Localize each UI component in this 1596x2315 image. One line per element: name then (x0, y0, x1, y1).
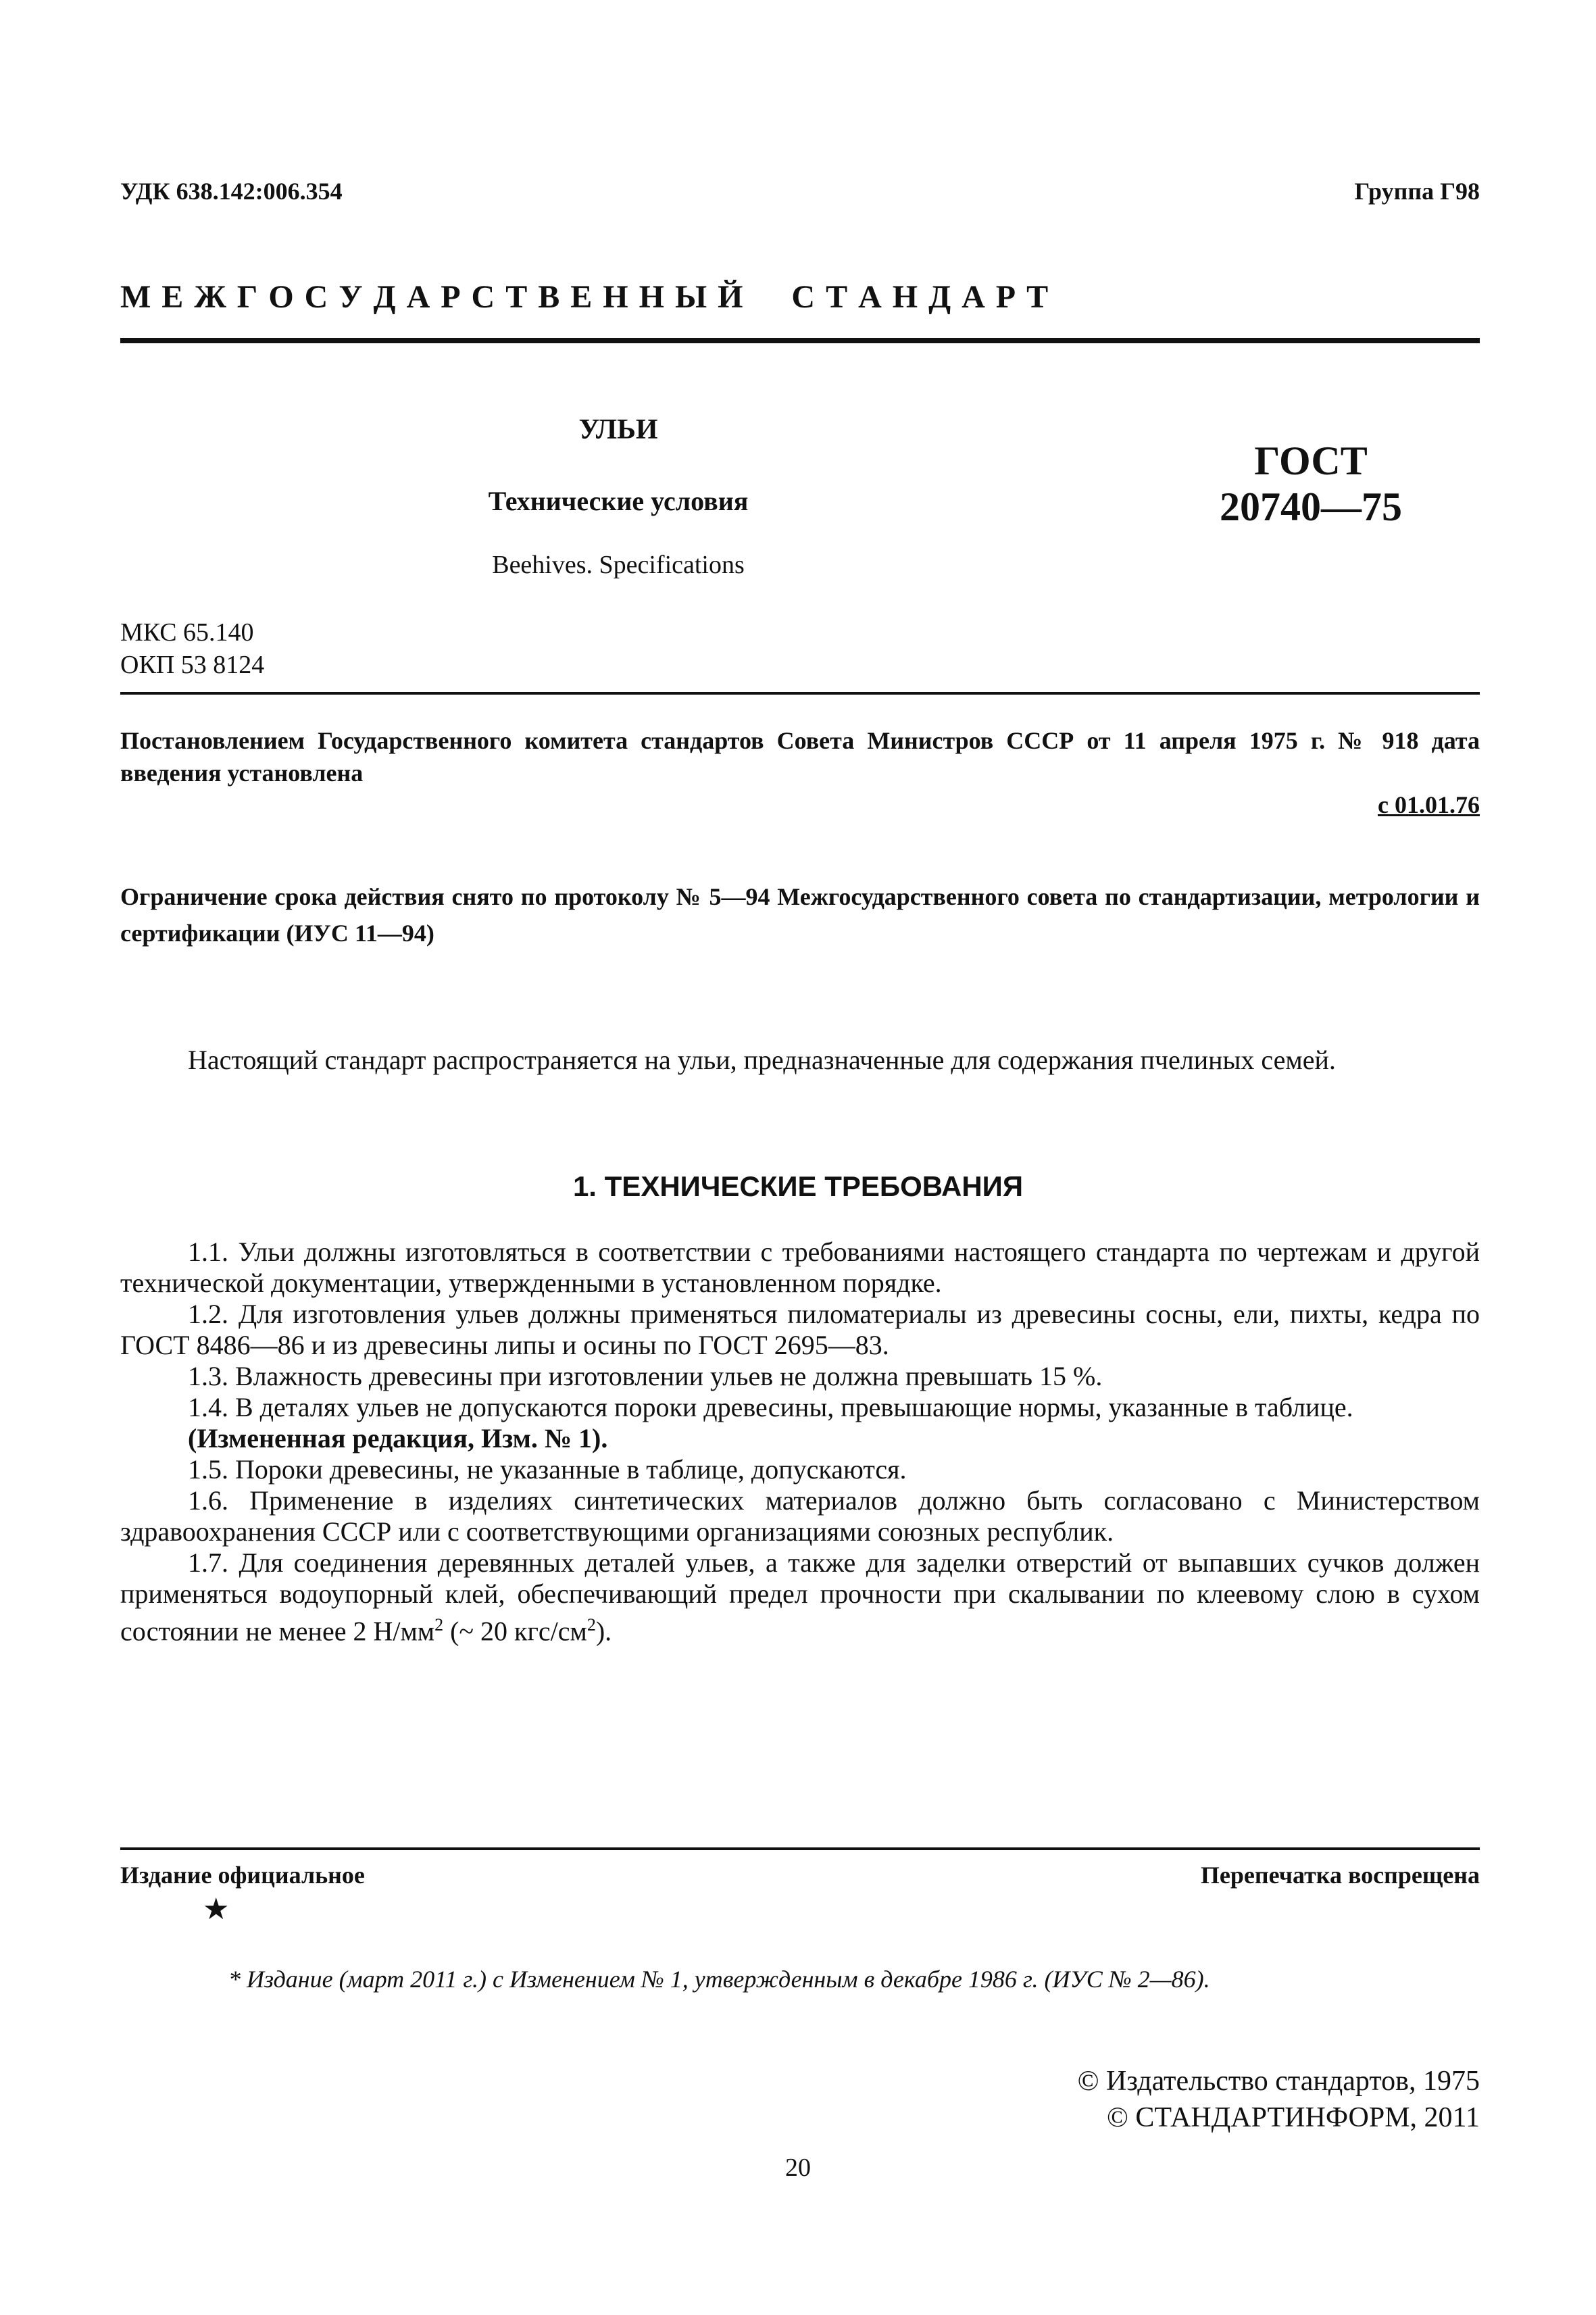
reprint-notice: Перепечатка воспрещена (1200, 1862, 1480, 1889)
copyright-2011: © СТАНДАРТИНФОРМ, 2011 (1107, 2102, 1480, 2133)
list-item: 1.4. В деталях ульев не допускаются пороки древесины, превышающие нормы, указанные в таблице. (188, 1392, 1353, 1422)
banner-title: М Е Ж Г О С У Д А Р С Т В Е Н Н Ы Й С Т А Н Д А Р Т (120, 279, 1050, 315)
decree-text: Постановлением Государственного комитета стандартов Совета Министров СССР от 11 апреля 1975 г. № 918 дата введения установлена (120, 727, 1480, 787)
superscript: 2 (587, 1615, 596, 1635)
requirements-list (120, 1237, 1480, 1647)
list-item: 1.2. Для изготовления ульев должны применяться пиломатериалы из древесины сосны, ели, пихты, кедра по ГОСТ 8486—86 и из древесины липы и осины по ГОСТ 2695—83. (120, 1299, 1480, 1360)
superscript: 2 (434, 1615, 444, 1635)
page-number: 20 (785, 2154, 811, 2182)
group-code: Группа Г98 (1354, 178, 1480, 205)
okp-code: ОКП 53 8124 (120, 651, 265, 679)
restriction-note: Ограничение срока действия снято по протоколу № 5—94 Межгосударственного совета по стандартизации, метрологии и сертификации (ИУС 11—94) (120, 883, 1480, 947)
list-item-last (120, 1547, 1480, 1647)
effective-date: с 01.01.76 (1378, 791, 1480, 818)
gost-label: ГОСТ (1254, 439, 1368, 483)
section-heading: 1. ТЕХНИЧЕСКИЕ ТРЕБОВАНИЯ (572, 1170, 1024, 1202)
star-icon: ★ (203, 1892, 230, 1926)
footer-rule (120, 1847, 1480, 1850)
document-title: УЛЬИ (578, 414, 658, 445)
copyright-1975: © Издательство стандартов, 1975 (1077, 2066, 1480, 2097)
english-title: Beehives. Specifications (492, 551, 745, 579)
item7-mid: (~ 20 кгс/см (443, 1616, 587, 1647)
mks-code: МКС 65.140 (120, 618, 254, 647)
banner-rule (120, 338, 1480, 343)
official-edition: Издание официальное (120, 1862, 365, 1889)
change-note: (Измененная редакция, Изм. № 1). (188, 1423, 608, 1453)
gost-number: 20740—75 (1220, 484, 1402, 529)
title-rule (120, 692, 1480, 695)
edition-note: * Издание (март 2011 г.) с Изменением № 1, утвержденным в декабре 1986 г. (ИУС № 2—86). (228, 1966, 1210, 1993)
list-item: 1.1. Ульи должны изготовляться в соответствии с требованиями настоящего стандарта по чертежам и другой технической документации, утвержденными в установленном порядке. (120, 1237, 1480, 1298)
list-item: 1.3. Влажность древесины при изготовлении ульев не должна превышать 15 %. (188, 1361, 1103, 1391)
document-subtitle: Технические условия (488, 486, 749, 516)
udk-code: УДК 638.142:006.354 (120, 178, 343, 205)
intro-paragraph: Настоящий стандарт распространяется на ульи, предназначенные для содержания пчелиных семей. (188, 1045, 1336, 1075)
list-item: 1.5. Пороки древесины, не указанные в таблице, допускаются. (188, 1454, 907, 1485)
item7-main: 1.7. Для соединения деревянных деталей ульев, а также для заделки отверстий от выпавших сучков должен применяться водоупорный клей, обеспечивающий предел прочности при скалывании по клеевому слою в сухом состоянии не менее 2 Н/мм (120, 1547, 1480, 1647)
list-item: 1.6. Применение в изделиях синтетических материалов должно быть согласовано с Министерством здравоохранения СССР или с соответствующими организациями союзных республик. (120, 1485, 1480, 1547)
item7-end: ). (595, 1616, 612, 1647)
